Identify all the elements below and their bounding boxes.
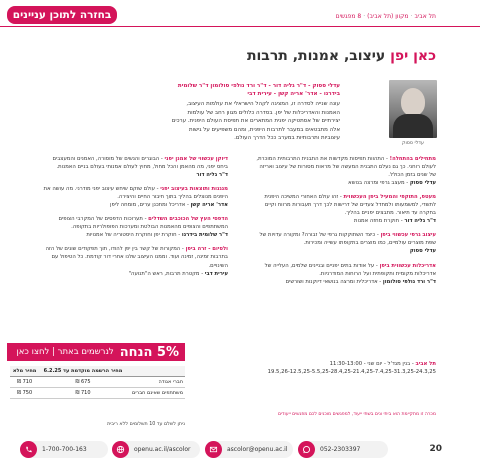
right-column	[251, 155, 436, 292]
phone-icon	[20, 441, 37, 458]
pricing-table	[10, 366, 185, 399]
table-row: משתתפים שאינם חברים 710 ₪ 750 ₪	[10, 388, 185, 399]
email-contact[interactable]: ascolor@openu.ac.il	[205, 441, 293, 458]
whatsapp-icon	[298, 441, 315, 458]
left-column	[43, 155, 228, 284]
website-link[interactable]: openu.ac.il/ascolor	[112, 441, 200, 458]
email-icon	[205, 441, 222, 458]
lecture-item: הדפסי העץ של הכוכבים השדלים - תערוכות הדפסים של המקרבי הצופים המשתתפים והצופים מהאמנות הבולטת ומערכות הפופולריות בתקופה. ד"ר שלומית בידרנו - חוקרת יפן וחוקרת היסטוריה של אמנויות	[58, 216, 228, 239]
header-divider	[0, 26, 480, 27]
lecture-item: עיצוב גרפי עכשווי ביפן - כיצד השתוקקות גרפי של זבורה? ומקורה עדויות של שפת מוצרים עולמיים, כמו מוצרים בתקופתו עשייה ומכירות. עדלי ססוק	[259, 232, 436, 255]
photo-caption: עדלי ססוק	[402, 141, 424, 146]
discount-banner-button[interactable]	[7, 343, 185, 361]
lecture-item: מנגנות ותוצאות בעיצוב יפני - עולם שוקם שיחש עיצוב יפני מודרני. מה עושה את היפנים מנוצלים בהליך בתוך חיבור החיים והיצירה. אדר' אריה קשן - אדריכל ומתכנן ערים, מומחה ליפן	[43, 186, 228, 209]
phone-contact[interactable]: 052-2303397	[298, 441, 388, 458]
back-to-contents-button[interactable]: בחזרה לתוכן עניינים	[7, 6, 117, 24]
hotline-contact[interactable]: 1-700-700-163	[20, 441, 108, 458]
discount-percent: 5% הנחה	[119, 344, 179, 360]
table-header	[127, 366, 185, 377]
breadcrumb-location: תל אביב	[414, 13, 436, 20]
globe-icon	[112, 441, 129, 458]
table-header: מחיר הרשמה מוקדמת עד 6.2.25	[39, 366, 127, 377]
schedule-dates: 19.5,26-12.5,25-5.5,25-28.4,25-21.4,25-7.4,25-31.3,25-24.3,25	[267, 369, 436, 376]
lecture-item: מתחילים בהתחלה! - התהוות תפיסות מקדשות את התבנית התרבותית המוכרת, לעולם רוחני. כך גם נעלם התבנית המעשה של מראות מסורות של עיצוב ואריזה של שנים בזמן הכולל. עדלי ססוק - מעצב גרפי ומרצה בנושא	[256, 156, 436, 187]
table-header: מחיר מלא	[10, 366, 39, 377]
table-row: חברי אגודה 675 ₪ 710 ₪	[10, 377, 185, 388]
schedule-info	[236, 360, 436, 377]
title-rest: עיצוב, אמנות, תרבות	[246, 48, 386, 64]
title-strong: כאן יפן	[390, 48, 436, 64]
discount-subtext: לנרשמים באתר | לחצו כאן	[16, 347, 114, 357]
schedule-location: תל אביב	[415, 361, 436, 367]
breadcrumb-mode: מקוון (תל אביב)	[367, 13, 409, 20]
page-number: 20	[429, 444, 442, 454]
lecture-item: ולסיום - זרה ביפן - המקורות של קשר בין יפן להודו, תוך תפקודים שונים של הזה בתרבות זמינה, זמינה ועוד. וממנו העיצוב שלנו אחרי דור קודמת. כל הטיפול עם השינויים. עירית דבי - מקטרת תרבות, ראש ה"תנועה"	[45, 246, 228, 277]
schedule-time: - בנין מגד'ל - יום שני - 11:30-13:00	[329, 361, 416, 367]
lecture-item: דיוקן עכשווי של אמנן יפני - הבוגרים והנשים של מוסורה, האמנים והמעצבים ביחס יפני, מה מהאמן והכל מחול, מחוץ לעולם אמנותי בעולם בניים האמנות. ד"ר גליה דור	[52, 156, 228, 179]
table-header-row	[10, 366, 185, 377]
footnote: מכרה זו מתקיימת הוא ביתי ונים בשתי ייעוד, למפגשים מוכנים לכם מפגשים ייעודים	[277, 412, 436, 417]
payment-note: ניתן לשלם עד 10 תשלומים ללא ריבית	[107, 422, 185, 427]
page-title	[247, 48, 436, 64]
lecturer-photo	[389, 80, 437, 138]
lecture-item: אדריכלות עכשווית ביפן - על אודות בתים יפניים ובניינים שלמים, העלייה של אדריכלות מקומית ותקופתית ועל הרוחות המודרניות. ד"ר ורד נולפי סולומון - אדריכלית ומרצה בנושאי דיוקנות ושורשים	[264, 262, 436, 285]
breadcrumb: תל אביב·מקוון (תל אביב)·8 מפגשים	[335, 13, 436, 20]
breadcrumb-sessions: 8 מפגשים	[335, 13, 362, 20]
instructors-list: עדלי ססוק - ד"ר גליה דור - ד"ר ורד נולפי סולומון ד"ר שלומית בידרנו - אדר' אריה קשן - עירית דבי	[177, 83, 340, 98]
lecture-item: מעטפ, התוקפי והמעיל ביפן העכשווית - זהו עולם האחורי המשיכה היפנית לתשדי, למשמעותו ולמחדל צעדים של דרישות לכך דרך תעבורות מרווח וקיים בחקרה עד תיאור. מתבצים יפניים בהליך. ד"ר גליה דור - חוקרת מחזה אמנות	[264, 194, 436, 225]
intro-paragraph: עונה שנייה לסדרה זו, המציגה לקהל הישראלי את עולמות העיצוב, האמנות והאדריכלות של יפן. בסדרה כלולים מגוון רחב של עולמות יצירתיים של אסתטיקה יפנית המתארים את תפיסת העולם היפנית. ערכים אלה מתבטאים במעבר לתרבות היפנית, ומהם משפיעים על גישות עיצוביות ותרבותיות במערב ככל הדרך העולם.	[171, 101, 340, 142]
